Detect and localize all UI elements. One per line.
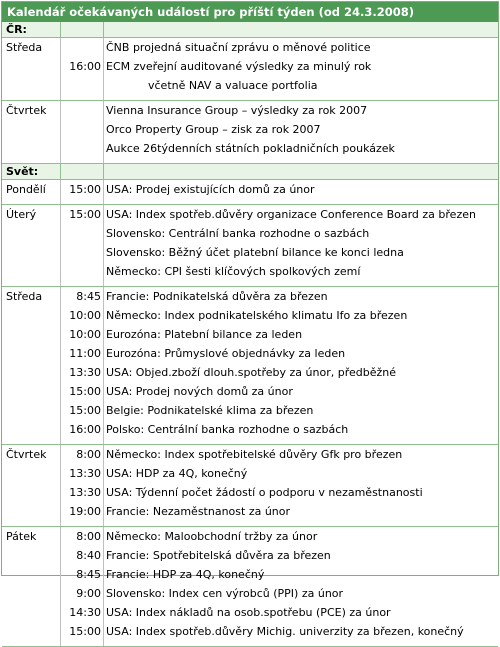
event-time: 8:45 xyxy=(76,568,101,581)
event-time: 9:00 xyxy=(76,587,101,600)
event-row xyxy=(2,142,498,156)
day-label: Pondělí xyxy=(6,183,46,196)
event-row xyxy=(2,530,498,544)
event-row xyxy=(2,385,498,399)
event-description: USA: Objed.zboží dlouh.spotřeby za únor, předběžné xyxy=(106,366,397,379)
event-row xyxy=(2,549,498,563)
event-time: 19:00 xyxy=(69,505,101,518)
event-time: 10:00 xyxy=(69,328,101,341)
event-row xyxy=(2,309,498,323)
day-group xyxy=(2,38,498,101)
event-description: Německo: Index spotřebitelské důvěry Gfk pro březen xyxy=(106,448,403,461)
event-description: Německo: CPI šesti klíčových spolkových zemí xyxy=(106,265,361,278)
event-description: včetně NAV a valuace portfolia xyxy=(148,79,318,92)
event-description: ČNB projedná situační zprávu o měnové politice xyxy=(106,41,371,54)
event-time: 15:00 xyxy=(69,404,101,417)
event-row xyxy=(2,41,498,55)
event-description: USA: Prodej nových domů za únor xyxy=(106,385,293,398)
event-time: 15:00 xyxy=(69,183,101,196)
event-row xyxy=(2,79,498,93)
day-label: Čtvrtek xyxy=(6,104,47,117)
day-label: Čtvrtek xyxy=(6,448,47,461)
day-group xyxy=(2,445,498,527)
event-description: Francie: Spotřebitelská důvěra za březen xyxy=(106,549,331,562)
event-description: Eurozóna: Platební bilance za leden xyxy=(106,328,303,341)
event-time: 15:00 xyxy=(69,208,101,221)
event-row xyxy=(2,328,498,342)
event-description: Belgie: Podnikatelské klima za březen xyxy=(106,404,314,417)
day-label: Středa xyxy=(6,290,43,303)
event-time: 10:00 xyxy=(69,309,101,322)
event-description: USA: Index spotřeb.důvěry Michig. univerzity za březen, konečný xyxy=(106,625,464,638)
day-group xyxy=(2,205,498,287)
event-row xyxy=(2,568,498,582)
event-row xyxy=(2,505,498,519)
event-time: 8:00 xyxy=(76,530,101,543)
event-row xyxy=(2,227,498,241)
section-divider xyxy=(60,164,61,179)
event-description: Aukce 26týdenních státních pokladničních poukázek xyxy=(106,142,395,155)
event-description: Polsko: Centrální banka rozhodne o sazbách xyxy=(106,423,349,436)
event-row xyxy=(2,606,498,620)
event-time: 8:40 xyxy=(76,549,101,562)
event-description: Německo: Maloobchodní tržby za únor xyxy=(106,530,318,543)
event-description: USA: Týdenní počet žádostí o podporu v nezaměstnanosti xyxy=(106,486,423,499)
event-row xyxy=(2,366,498,380)
event-description: Orco Property Group – zisk za rok 2007 xyxy=(106,123,321,136)
event-row xyxy=(2,246,498,260)
event-description: Německo: Index podnikatelského klimatu Ifo za březen xyxy=(106,309,408,322)
section-label: ČR: xyxy=(6,23,27,36)
section-divider xyxy=(60,22,61,37)
day-group xyxy=(2,527,498,647)
day-group xyxy=(2,101,498,164)
day-label: Úterý xyxy=(6,208,37,221)
event-row xyxy=(2,290,498,304)
section-header xyxy=(2,22,498,38)
event-row xyxy=(2,587,498,601)
event-time: 14:30 xyxy=(69,606,101,619)
event-time: 16:00 xyxy=(69,60,101,73)
event-row xyxy=(2,104,498,118)
event-description: USA: Index nákladů na osob.spotřebu (PCE) za únor xyxy=(106,606,391,619)
event-description: Francie: Nezaměstnanost za únor xyxy=(106,505,291,518)
event-row xyxy=(2,486,498,500)
section-header xyxy=(2,164,498,180)
event-row xyxy=(2,123,498,137)
event-row xyxy=(2,183,498,197)
event-row xyxy=(2,467,498,481)
event-description: Slovensko: Centrální banka rozhodne o sazbách xyxy=(106,227,370,240)
section-label: Svět: xyxy=(6,165,39,178)
event-time: 16:00 xyxy=(69,423,101,436)
event-row xyxy=(2,625,498,639)
event-description: ECM zveřejní auditované výsledky za minulý rok xyxy=(106,60,372,73)
event-row xyxy=(2,208,498,222)
event-time: 8:00 xyxy=(76,448,101,461)
event-row xyxy=(2,60,498,74)
event-row xyxy=(2,347,498,361)
event-time: 13:30 xyxy=(69,467,101,480)
event-calendar-table xyxy=(1,1,499,638)
event-time: 13:30 xyxy=(69,486,101,499)
day-label: Pátek xyxy=(6,530,37,543)
event-row xyxy=(2,448,498,462)
calendar-title: Kalendář očekávaných událostí pro příští týden (od 24.3.2008) xyxy=(2,2,498,22)
event-row xyxy=(2,423,498,437)
event-description: Slovensko: Běžný účet platební bilance ke konci ledna xyxy=(106,246,404,259)
event-time: 11:00 xyxy=(69,347,101,360)
event-time: 15:00 xyxy=(69,385,101,398)
event-description: USA: Prodej existujících domů za únor xyxy=(106,183,315,196)
section-divider xyxy=(103,164,104,179)
event-row xyxy=(2,404,498,418)
event-description: Vienna Insurance Group – výsledky za rok 2007 xyxy=(106,104,368,117)
event-time: 8:45 xyxy=(76,290,101,303)
section-divider xyxy=(103,22,104,37)
day-group xyxy=(2,180,498,205)
event-time: 13:30 xyxy=(69,366,101,379)
event-description: Francie: Podnikatelská důvěra za březen xyxy=(106,290,328,303)
event-row xyxy=(2,265,498,279)
event-description: USA: Index spotřeb.důvěry organizace Conference Board za březen xyxy=(106,208,476,221)
event-description: Eurozóna: Průmyslové objednávky za leden xyxy=(106,347,346,360)
event-description: USA: HDP za 4Q, konečný xyxy=(106,467,248,480)
event-time: 15:00 xyxy=(69,625,101,638)
event-description: Slovensko: Index cen výrobců (PPI) za únor xyxy=(106,587,344,600)
day-label: Středa xyxy=(6,41,43,54)
day-group xyxy=(2,287,498,445)
event-description: Francie: HDP za 4Q, konečný xyxy=(106,568,265,581)
